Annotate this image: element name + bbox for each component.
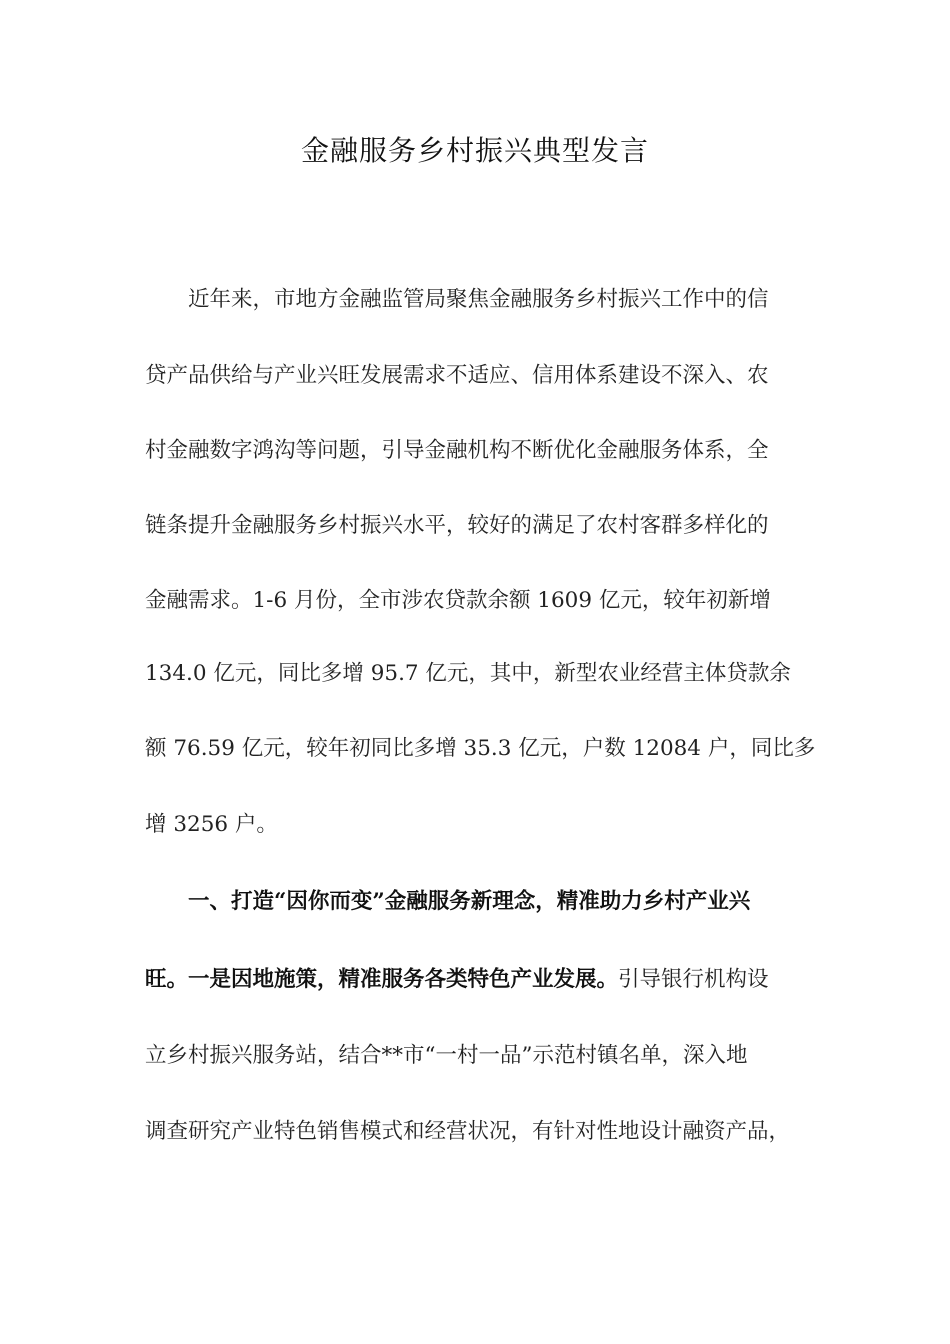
paragraph-line: 额 76.59 亿元，较年初同比多增 35.3 亿元，户数 12084 户，同比多 [145, 736, 816, 761]
paragraph-line: 金融需求。1-6 月份，全市涉农贷款余额 1609 亿元，较年初新增 [145, 588, 771, 613]
section-heading-line [145, 965, 769, 995]
paragraph-line: 134.0 亿元，同比多增 95.7 亿元，其中，新型农业经营主体贷款余 [145, 661, 791, 686]
paragraph-text: 引导银行机构设 [618, 967, 769, 992]
paragraph-line: 立乡村振兴服务站，结合**市“一村一品”示范村镇名单，深入地 [145, 1043, 748, 1068]
paragraph-line: 增 3256 户。 [145, 812, 278, 837]
paragraph-line: 近年来，市地方金融监管局聚焦金融服务乡村振兴工作中的信 [188, 287, 769, 312]
paragraph-line: 链条提升金融服务乡村振兴水平，较好的满足了农村客群多样化的 [145, 513, 769, 538]
document-title: 金融服务乡村振兴典型发言 [300, 134, 649, 167]
section-heading-line: 一、打造“因你而变”金融服务新理念，精准助力乡村产业兴 [188, 889, 751, 914]
paragraph-line: 调查研究产业特色销售模式和经营状况，有针对性地设计融资产品， [145, 1119, 791, 1144]
subsection-heading: 旺。一是因地施策，精准服务各类特色产业发展。 [145, 967, 619, 992]
paragraph-line: 贷产品供给与产业兴旺发展需求不适应、信用体系建设不深入、农 [145, 363, 769, 388]
paragraph-line: 村金融数字鸿沟等问题，引导金融机构不断优化金融服务体系，全 [145, 438, 769, 463]
